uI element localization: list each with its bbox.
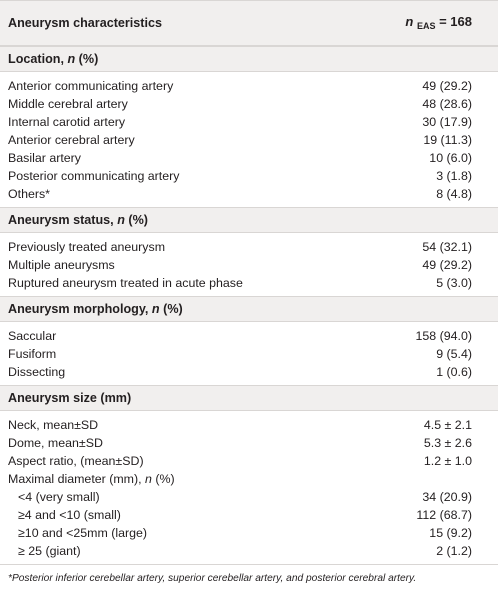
table-row [0, 113, 498, 131]
table-row [0, 274, 498, 292]
row-label: Anterior communicating artery [8, 79, 174, 93]
section-rows-aneurysm-morphology [0, 322, 498, 385]
row-label: Aspect ratio, (mean±SD) [8, 454, 144, 468]
section-rows-aneurysm-status [0, 233, 498, 296]
table-row [0, 238, 498, 256]
section-header-aneurysm-size [0, 385, 498, 411]
row-value: 30 (17.9) [422, 115, 472, 129]
row-label: Anterior cerebral artery [8, 133, 135, 147]
table-footnote: *Posterior inferior cerebellar artery, superior cerebellar artery, and posterior cerebral artery. [0, 564, 498, 584]
row-value: 49 (29.2) [422, 79, 472, 93]
table-row [0, 149, 498, 167]
table-row [0, 185, 498, 203]
section-title: Aneurysm size (mm) [8, 391, 132, 405]
section-rows-aneurysm-size [0, 411, 498, 564]
table-row [0, 131, 498, 149]
row-value: 8 (4.8) [436, 187, 472, 201]
row-label: Posterior communicating artery [8, 169, 180, 183]
table-row [0, 256, 498, 274]
table-row [0, 167, 498, 185]
row-value: 1.2 ± 1.0 [423, 454, 472, 468]
row-label: Dissecting [8, 365, 66, 379]
row-value: 2 (1.2) [436, 544, 472, 558]
row-value: 9 (5.4) [436, 347, 472, 361]
row-label: Internal carotid artery [8, 115, 126, 129]
row-value: 4.5 ± 2.1 [423, 418, 472, 432]
table-row [0, 345, 498, 363]
row-label: ≥ 25 (giant) [18, 544, 81, 558]
row-label: Basilar artery [8, 151, 81, 165]
row-label: ≥4 and <10 (small) [18, 508, 121, 522]
row-label: Dome, mean±SD [8, 436, 103, 450]
row-value: 158 (94.0) [415, 329, 472, 343]
table-row [0, 542, 498, 560]
row-value: 5 (3.0) [436, 276, 472, 290]
n-value: = 168 [439, 14, 472, 29]
n-symbol: n [405, 14, 414, 29]
section-header-location [0, 46, 498, 72]
table-row [0, 506, 498, 524]
row-label: Multiple aneurysms [8, 258, 115, 272]
section-title: Aneurysm morphology, n (%) [8, 302, 183, 316]
section-title: Location, n (%) [8, 52, 99, 66]
table-header [0, 0, 498, 46]
table-row [0, 488, 498, 506]
row-value: 15 (9.2) [429, 526, 472, 540]
row-label: ≥10 and <25mm (large) [18, 526, 148, 540]
table-header-n [405, 14, 472, 31]
row-value: 34 (20.9) [422, 490, 472, 504]
table-row [0, 327, 498, 345]
row-label: Others* [8, 187, 51, 201]
row-value: 1 (0.6) [436, 365, 472, 379]
table-row [0, 363, 498, 381]
row-label: Fusiform [8, 347, 57, 361]
row-value: 3 (1.8) [436, 169, 472, 183]
table-row [0, 470, 498, 488]
row-value: 49 (29.2) [422, 258, 472, 272]
section-rows-location [0, 72, 498, 207]
row-value: 5.3 ± 2.6 [423, 436, 472, 450]
row-value: 19 (11.3) [423, 133, 472, 147]
row-label: Ruptured aneurysm treated in acute phase [8, 276, 243, 290]
row-value: 10 (6.0) [429, 151, 472, 165]
table-row [0, 77, 498, 95]
table-row [0, 416, 498, 434]
row-label: Previously treated aneurysm [8, 240, 166, 254]
section-title: Aneurysm status, n (%) [8, 213, 148, 227]
row-label: <4 (very small) [18, 490, 100, 504]
section-header-aneurysm-morphology [0, 296, 498, 322]
table-row [0, 434, 498, 452]
n-subscript: EAS [416, 21, 436, 31]
row-value: 112 (68.7) [416, 508, 472, 522]
row-value: 54 (32.1) [422, 240, 472, 254]
table-row [0, 95, 498, 113]
table-row [0, 452, 498, 470]
table-row [0, 524, 498, 542]
table-header-title: Aneurysm characteristics [8, 16, 163, 30]
row-label: Maximal diameter (mm), n (%) [8, 472, 175, 486]
row-label: Middle cerebral artery [8, 97, 128, 111]
section-header-aneurysm-status [0, 207, 498, 233]
row-label: Neck, mean±SD [8, 418, 99, 432]
row-label: Saccular [8, 329, 57, 343]
row-value: 48 (28.6) [422, 97, 472, 111]
